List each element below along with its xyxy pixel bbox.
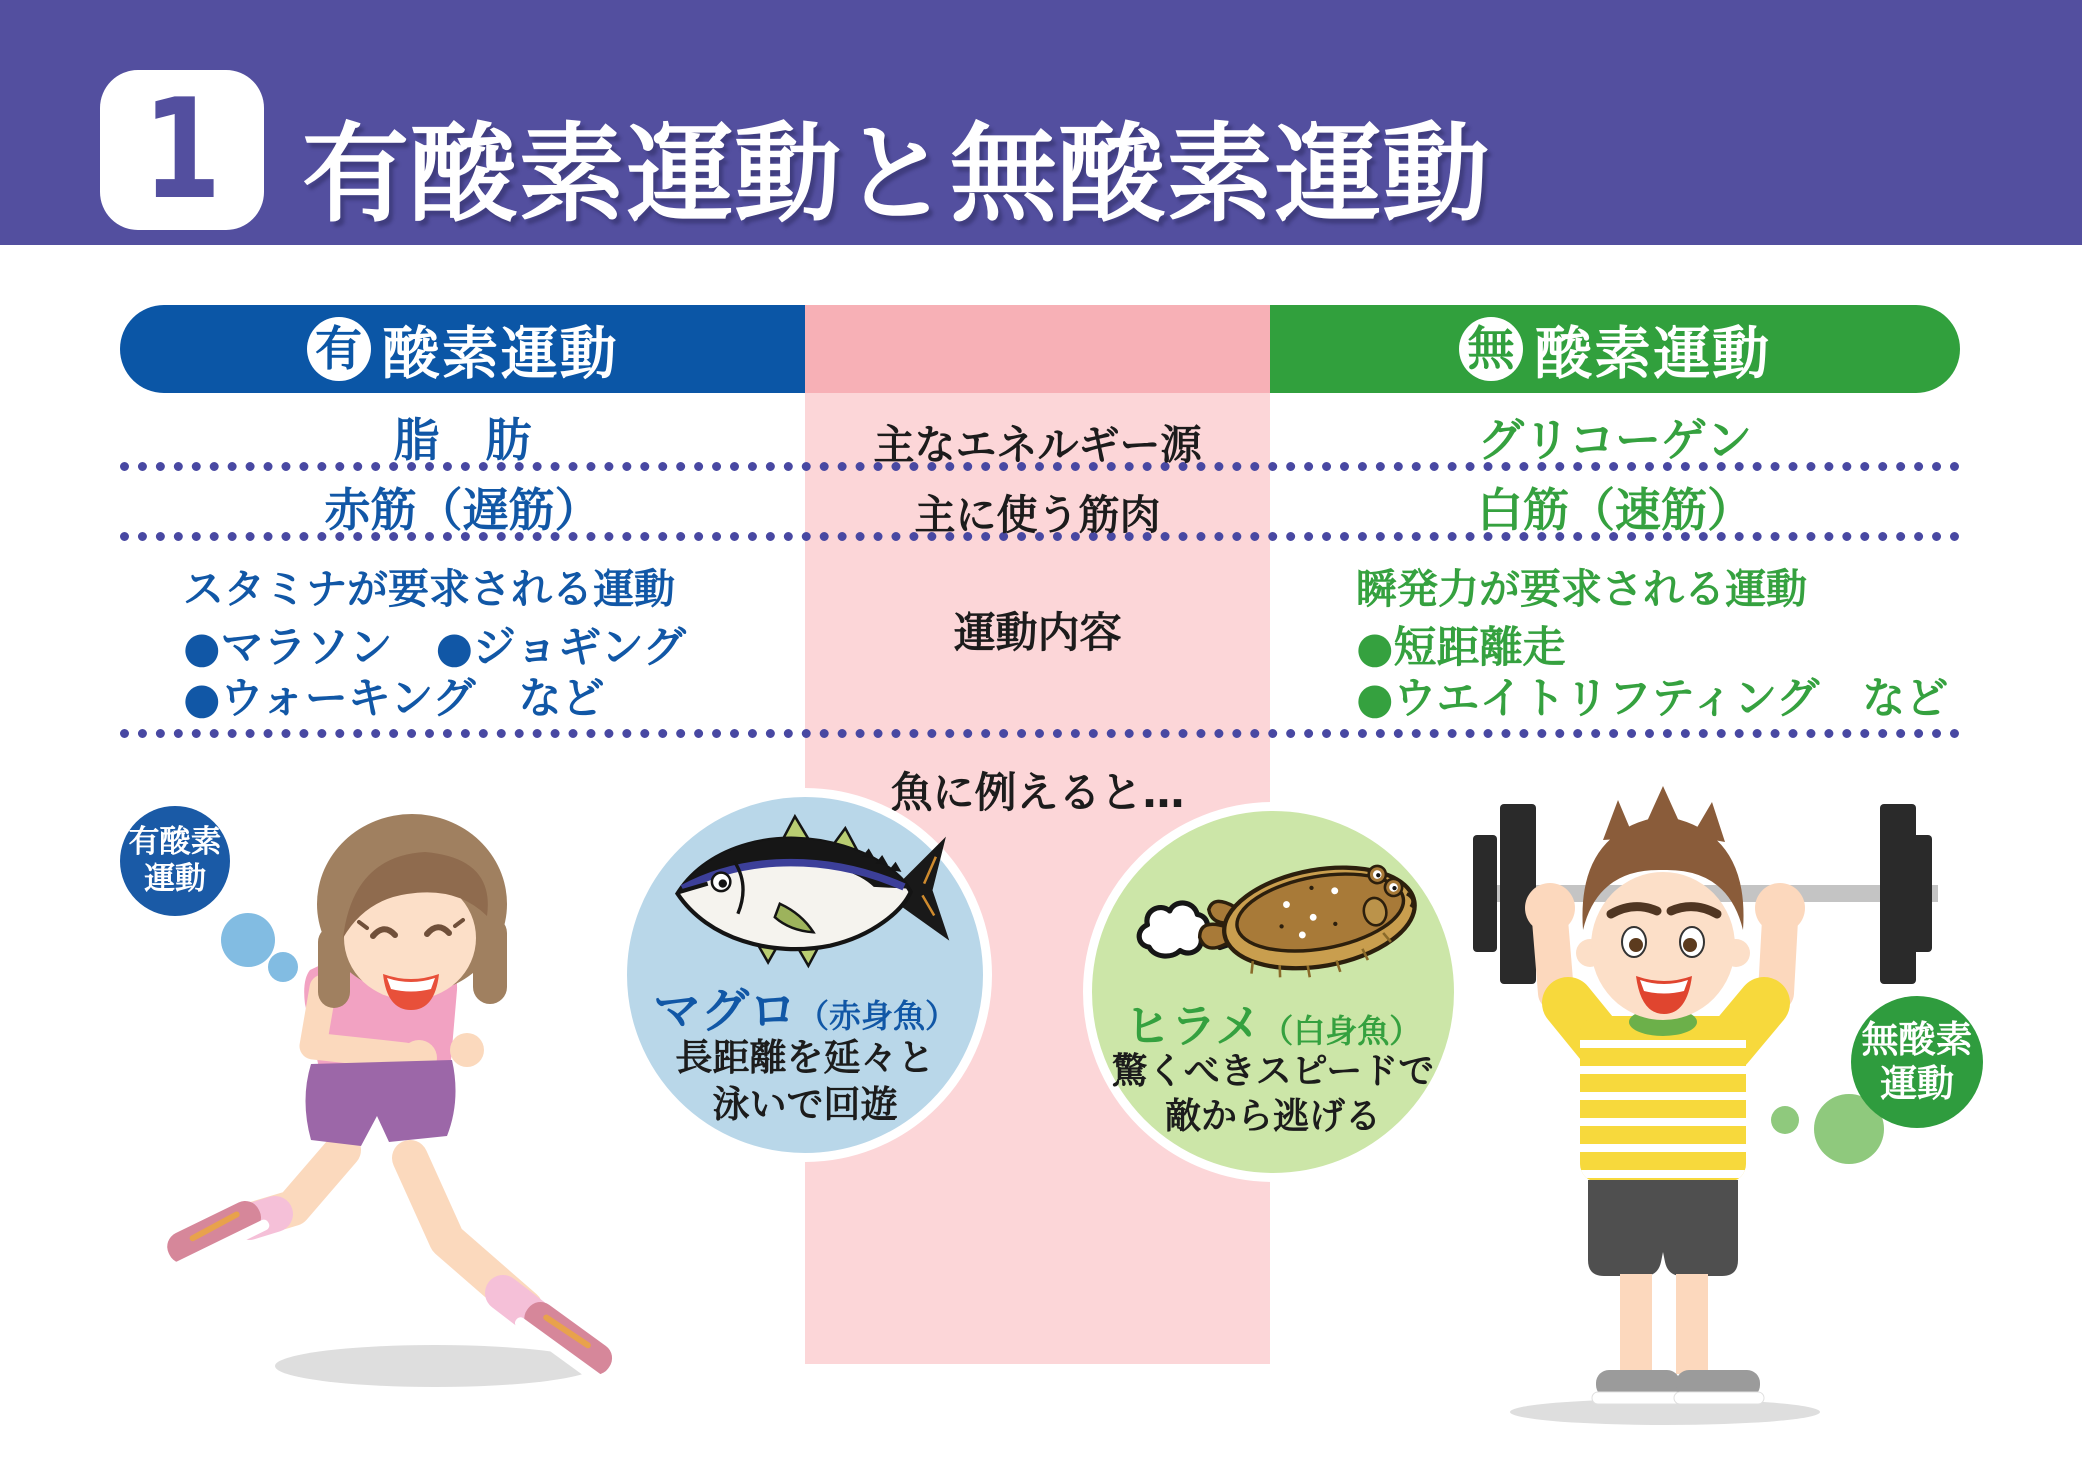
anaerobic-header: [1270, 305, 1960, 393]
anaerobic-activity-item: ●短距離走: [1356, 623, 1566, 673]
aerobic-badge-line: 運動: [144, 861, 206, 897]
aerobic-energy-value: 脂 肪: [393, 413, 532, 467]
flounder-fish-icon: [1118, 837, 1428, 997]
anaerobic-badge-line: 運動: [1880, 1062, 1954, 1105]
flounder-body: [1192, 854, 1425, 995]
thought-bubble: [268, 952, 298, 982]
aerobic-activity-item: ●ウォーキング など: [183, 674, 605, 724]
thought-bubble: [1771, 1106, 1799, 1134]
aerobic-activity-item: ●マラソン ●ジョギング: [183, 623, 686, 673]
page-title: 有酸素運動と無酸素運動: [302, 113, 1491, 237]
flounder-description: 敵から逃げる: [1164, 1096, 1381, 1138]
tuna-description: 泳いで回遊: [712, 1082, 898, 1126]
aerobic-badge-line: 有酸素: [128, 824, 222, 861]
aerobic-header-label: 酸素運動: [382, 321, 619, 387]
flounder-circle: [1083, 802, 1463, 1182]
aerobic-muscle-value: 赤筋（遅筋）: [324, 483, 601, 537]
row-label-activity: 運動内容: [953, 608, 1122, 657]
tuna-fish-icon: [654, 813, 956, 981]
flounder-name: ヒラメ: [1124, 999, 1262, 1053]
aerobic-badge: [120, 806, 230, 916]
title-banner: [0, 0, 2082, 245]
aerobic-activity-heading: スタミナが要求される運動: [183, 565, 675, 613]
row-label-energy: 主なエネルギー源: [873, 421, 1202, 469]
flounder-name-row: [1092, 999, 1454, 1053]
dotted-divider: [120, 729, 1960, 738]
center-column-header-band: [805, 305, 1270, 393]
aerobic-header-badge: 有: [307, 317, 371, 381]
tuna-name-row: [627, 983, 983, 1039]
aerobic-header: [120, 305, 805, 393]
anaerobic-energy-value: グリコーゲン: [1477, 413, 1753, 467]
flounder-description: 驚くべきスピードで: [1111, 1051, 1435, 1092]
thought-bubble: [221, 913, 275, 967]
anaerobic-muscle-value: 白筋（速筋）: [1477, 483, 1753, 537]
anaerobic-activity-heading: 瞬発力が要求される運動: [1356, 565, 1807, 613]
anaerobic-badge: [1851, 996, 1983, 1128]
flounder-note: （白身魚）: [1261, 1012, 1422, 1050]
tuna-circle: [618, 788, 992, 1162]
section-number-box: [100, 70, 264, 230]
tuna-name: マグロ: [652, 983, 797, 1039]
row-label-muscle: 主に使う筋肉: [914, 491, 1161, 539]
section-number: 1: [142, 69, 222, 230]
tuna-note: （赤身魚）: [797, 997, 958, 1035]
anaerobic-header-label: 酸素運動: [1535, 321, 1771, 387]
anaerobic-header-badge: 無: [1459, 317, 1523, 381]
anaerobic-activity-item: ●ウエイトリフティング など: [1356, 674, 1949, 724]
tuna-description: 長距離を延々と: [675, 1036, 935, 1079]
row-label-fish-analogy: 魚に例えると…: [890, 768, 1185, 817]
anaerobic-badge-line: 無酸素: [1861, 1018, 1973, 1062]
